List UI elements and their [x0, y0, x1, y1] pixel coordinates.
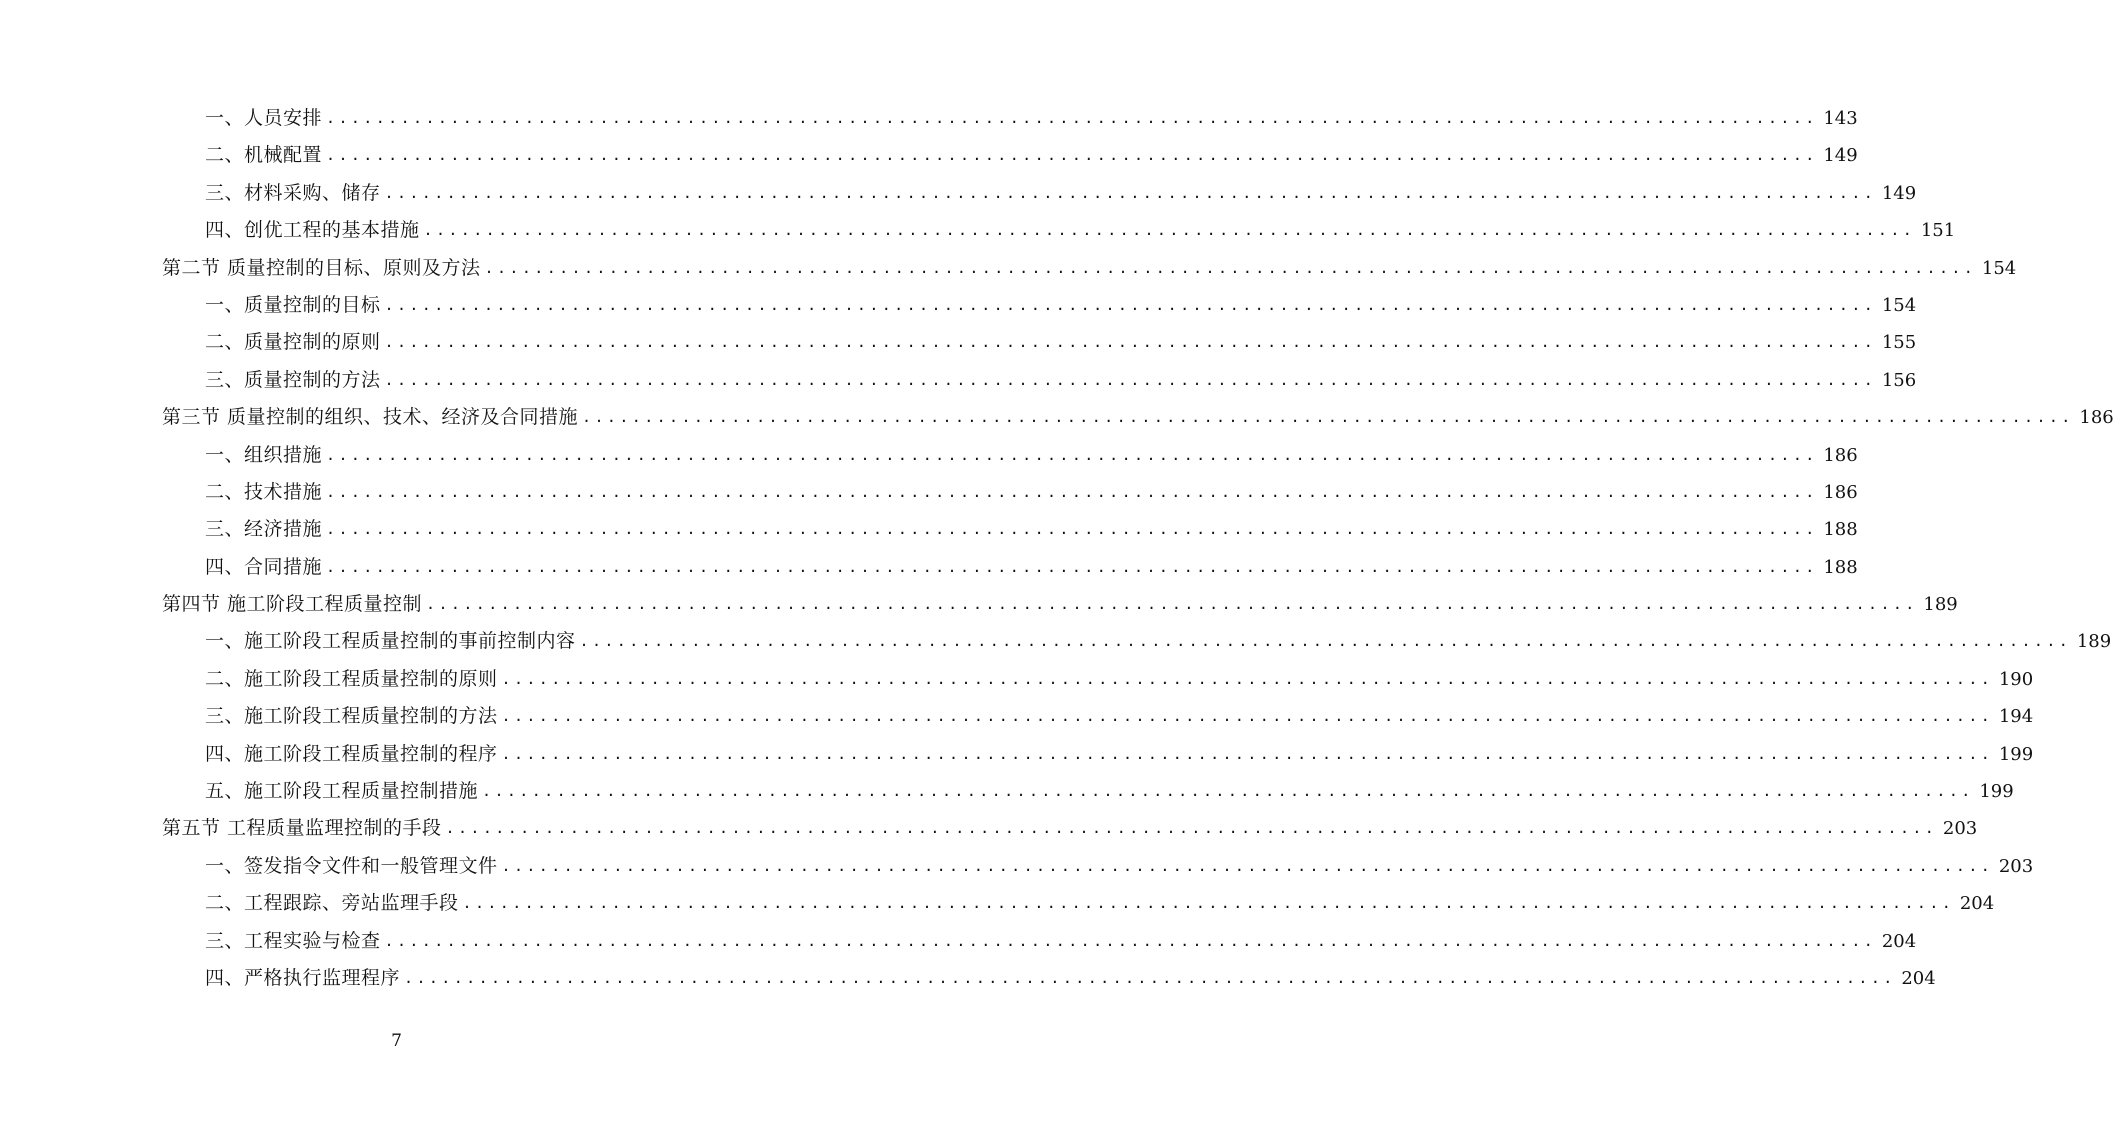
dot-leader: ........................................................................................................................ — [484, 258, 1977, 277]
toc-entry-page: 154 — [1981, 257, 2017, 279]
toc-entry-page: 154 — [1881, 294, 1917, 316]
toc-entry[interactable] — [0, 885, 1995, 922]
toc-entry-title: 第二节 质量控制的目标、原则及方法 — [162, 256, 481, 279]
dot-leader: ........................................................................................................................ — [501, 669, 1994, 688]
toc-entry-title: 一、组织措施 — [205, 443, 323, 466]
toc-entry-title: 三、质量控制的方法 — [205, 368, 381, 391]
toc-entry-title: 四、严格执行监理程序 — [205, 966, 401, 989]
toc-entry-title: 一、施工阶段工程质量控制的事前控制内容 — [205, 630, 576, 653]
toc-entry[interactable] — [0, 474, 1858, 511]
dot-leader: ........................................................................................................................ — [482, 782, 1974, 801]
toc-entry-page: 204 — [1881, 930, 1917, 952]
toc-entry[interactable] — [0, 661, 2034, 698]
dot-leader: ........................................................................................................................ — [579, 632, 2072, 651]
dot-leader: ........................................................................................................................ — [423, 221, 1916, 240]
toc-entry-page: 204 — [1901, 967, 1936, 989]
dot-leader: ........................................................................................................................ — [445, 819, 1938, 838]
dot-leader: ........................................................................................................................ — [404, 968, 1896, 987]
dot-leader: ........................................................................................................................ — [326, 482, 1818, 501]
dot-leader: ........................................................................................................................ — [462, 894, 1955, 913]
dot-leader: ........................................................................................................................ — [384, 295, 1877, 314]
toc-entry-title: 三、经济措施 — [205, 518, 323, 541]
toc-entry-title: 二、质量控制的原则 — [205, 331, 381, 354]
toc-section-entry[interactable] — [0, 250, 2017, 287]
dot-leader: ........................................................................................................................ — [582, 408, 2074, 427]
dot-leader: ........................................................................................................................ — [326, 146, 1818, 165]
toc-entry-page: 143 — [1823, 108, 1858, 129]
toc-entry-page: 189 — [1923, 594, 1958, 616]
dot-leader: ........................................................................................................................ — [326, 109, 1818, 127]
toc-entry-page: 189 — [2076, 631, 2112, 653]
toc-entry-page: 203 — [1998, 855, 2034, 877]
toc-entry-title: 四、创优工程的基本措施 — [205, 219, 420, 242]
toc-entry-title: 第三节 质量控制的组织、技术、经济及合同措施 — [162, 406, 579, 429]
toc-entry-title: 二、施工阶段工程质量控制的原则 — [205, 667, 498, 690]
dot-leader: ........................................................................................................................ — [326, 557, 1818, 576]
toc-entry[interactable] — [0, 960, 1936, 997]
toc-entry-page: 186 — [1823, 444, 1858, 466]
toc-entry-page: 190 — [1998, 668, 2034, 690]
toc-entry[interactable] — [0, 698, 2034, 735]
toc-entry-title: 二、工程跟踪、旁站监理手段 — [205, 892, 459, 915]
toc-entry[interactable] — [0, 623, 2112, 660]
toc-entry-title: 一、人员安排 — [205, 107, 323, 129]
toc-entry-page: 204 — [1959, 893, 1995, 915]
toc-entry-page: 199 — [1979, 781, 2014, 803]
toc-entry-title: 三、材料采购、储存 — [205, 181, 381, 204]
dot-leader: ........................................................................................................................ — [384, 333, 1877, 352]
dot-leader: ........................................................................................................................ — [326, 520, 1818, 539]
toc-entry-title: 二、机械配置 — [205, 144, 323, 167]
page-number: 7 — [391, 1031, 402, 1051]
toc-section-entry[interactable] — [0, 399, 2114, 436]
toc-entry-page: 155 — [1881, 332, 1917, 354]
toc-entry[interactable] — [0, 437, 1858, 474]
toc-entry[interactable] — [0, 137, 1858, 174]
dot-leader: ........................................................................................................................ — [501, 856, 1994, 875]
toc-entry-title: 五、施工阶段工程质量控制措施 — [205, 780, 479, 803]
toc-entry-page: 199 — [1998, 743, 2034, 765]
toc-entry[interactable] — [0, 100, 1858, 137]
toc-entry-page: 194 — [1998, 706, 2034, 728]
toc-entry-title: 四、施工阶段工程质量控制的程序 — [205, 742, 498, 765]
toc-entry[interactable] — [0, 736, 2034, 773]
toc-entry-title: 一、质量控制的目标 — [205, 293, 381, 316]
toc-entry-page: 149 — [1823, 145, 1858, 167]
dot-leader: ........................................................................................................................ — [501, 744, 1994, 763]
toc-entry-page: 188 — [1823, 519, 1858, 541]
toc-entry[interactable] — [0, 287, 1917, 324]
toc-entry-title: 二、技术措施 — [205, 480, 323, 503]
toc-entry[interactable] — [0, 549, 1858, 586]
toc-entry[interactable] — [0, 362, 1917, 399]
toc-entry-title: 三、施工阶段工程质量控制的方法 — [205, 705, 498, 728]
toc-entry[interactable] — [0, 324, 1917, 361]
toc-entry[interactable] — [0, 212, 1956, 249]
dot-leader: ........................................................................................................................ — [426, 595, 1918, 614]
toc-entry-page: 186 — [2079, 407, 2114, 429]
toc-entry[interactable] — [0, 773, 2014, 810]
dot-leader: ........................................................................................................................ — [384, 370, 1877, 389]
toc-entry-title: 第五节 工程质量监理控制的手段 — [162, 817, 442, 840]
toc-section-entry[interactable] — [0, 810, 1978, 847]
toc-entry[interactable] — [0, 175, 1917, 212]
toc-entry[interactable] — [0, 923, 1917, 960]
dot-leader: ........................................................................................................................ — [326, 445, 1818, 464]
toc-entry-title: 第四节 施工阶段工程质量控制 — [162, 593, 423, 616]
toc-section-entry[interactable] — [0, 586, 1958, 623]
toc-entry-page: 156 — [1881, 369, 1917, 391]
dot-leader: ........................................................................................................................ — [501, 707, 1994, 726]
toc-entry[interactable] — [0, 848, 2034, 885]
toc-entry-title: 四、合同措施 — [205, 555, 323, 578]
dot-leader: ........................................................................................................................ — [384, 931, 1877, 950]
table-of-contents — [0, 100, 2114, 997]
dot-leader: ........................................................................................................................ — [384, 183, 1877, 202]
toc-entry-page: 203 — [1942, 818, 1978, 840]
toc-entry-title: 三、工程实验与检查 — [205, 929, 381, 952]
toc-entry-page: 186 — [1823, 481, 1858, 503]
toc-entry-title: 一、签发指令文件和一般管理文件 — [205, 854, 498, 877]
toc-entry-page: 188 — [1823, 556, 1858, 578]
toc-entry-page: 149 — [1881, 182, 1917, 204]
toc-entry[interactable] — [0, 511, 1858, 548]
toc-entry-page: 151 — [1920, 220, 1956, 242]
